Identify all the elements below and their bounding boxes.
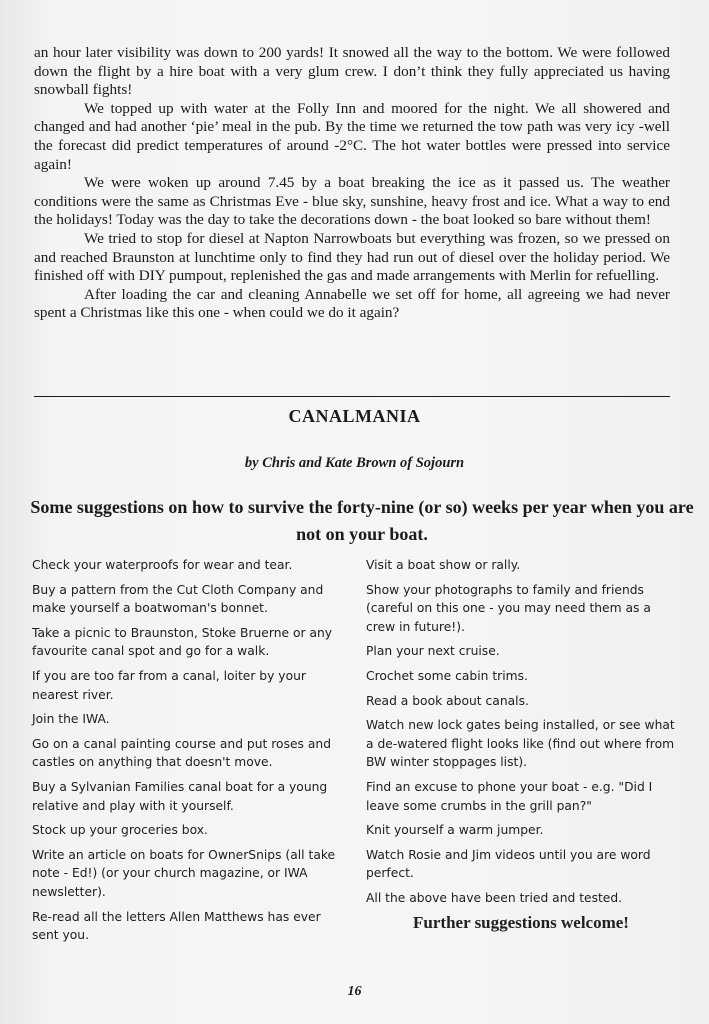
article-title: CANALMANIA xyxy=(288,406,421,426)
story-paragraph: We were woken up around 7.45 by a boat breaking the ice as it passed us. The weather conditions were the same as Christmas Eve - blue sky, sunshine, heavy frost and ice. What a way to end the holidays! Today was the day to take the decorations down - the boat looked so bare without them! xyxy=(34,174,670,229)
story-paragraph: After loading the car and cleaning Annabelle we set off for home, all agreeing we had never spent a Christmas like this one - when could we do it again? xyxy=(34,285,670,322)
suggestion-item: Write an article on boats for OwnerSnips (all take note - Ed!) (or your church magazine, or IWA newsletter). xyxy=(32,847,336,899)
story-continuation xyxy=(34,44,670,323)
story-paragraph: We topped up with water at the Folly Inn and moored for the night. We all showered and changed and had another ‘pie’ meal in the pub. By the time we returned the tow path was very icy -well the forecast did predict temperatures of around -2°C. The hot water bottles were pressed into service again! xyxy=(34,99,670,173)
suggestion-item: Watch new lock gates being installed, or see what a de-watered flight looks like (find out where from BW winter stoppages list). xyxy=(366,718,675,770)
suggestion-item: Check your waterproofs for wear and tear. xyxy=(32,558,293,572)
section-divider xyxy=(34,396,670,397)
suggestion-item: If you are too far from a canal, loiter by your nearest river. xyxy=(32,668,306,702)
page-number: 16 xyxy=(347,984,362,999)
suggestion-item: Stock up your groceries box. xyxy=(32,823,208,838)
suggestion-item: Crochet some cabin trims. xyxy=(366,668,528,683)
suggestion-item: Re-read all the letters Allen Matthews has ever sent you. xyxy=(32,909,321,943)
closing-line: Further suggestions welcome! xyxy=(413,912,629,932)
suggestion-item: Go on a canal painting course and put roses and castles on anything that doesn't move. xyxy=(32,736,331,770)
story-paragraph: We tried to stop for diesel at Napton Narrowboats but everything was frozen, so we pressed on and reached Braunston at lunchtime only to find they had run out of diesel over the holiday period. We finished off with DIY pumpout, replenished the gas and made arrangements with Merlin for refuelling. xyxy=(34,229,670,285)
suggestion-item: Buy a pattern from the Cut Cloth Company and make yourself a boatwoman's bonnet. xyxy=(32,582,324,616)
article-subtitle: Some suggestions on how to survive the forty-nine (or so) weeks per year when you are not on your boat. xyxy=(30,497,694,544)
suggestion-item: Read a book about canals. xyxy=(366,693,529,708)
suggestion-item: Knit yourself a warm jumper. xyxy=(366,823,544,838)
suggestions-left-column xyxy=(32,556,344,951)
suggestion-item: Take a picnic to Braunston, Stoke Bruerne or any favourite canal spot and go for a walk. xyxy=(32,625,333,659)
suggestion-item: Watch Rosie and Jim videos until you are word perfect. xyxy=(366,847,651,881)
suggestion-item: Find an excuse to phone your boat - e.g. "Did I leave some crumbs in the grill pan?" xyxy=(366,779,653,813)
suggestion-item: All the above have been tried and tested. xyxy=(366,890,623,905)
suggestion-item: Plan your next cruise. xyxy=(366,644,500,659)
article-byline: by Chris and Kate Brown of Sojourn xyxy=(244,455,465,471)
suggestion-item: Show your photographs to family and friends (careful on this one - you may need them as a crew in future!). xyxy=(366,582,651,634)
suggestion-item: Buy a Sylvanian Families canal boat for a young relative and play with it yourself. xyxy=(32,779,328,813)
suggestions-right-column xyxy=(366,556,676,932)
suggestion-item: Visit a boat show or rally. xyxy=(366,558,521,572)
story-paragraph: an hour later visibility was down to 200 yards! It snowed all the way to the bottom. We were followed down the flight by a hire boat with a very glum crew. I don’t think they fully appreciated us having snowball fights! xyxy=(34,44,670,99)
suggestion-item: Join the IWA. xyxy=(32,712,110,727)
